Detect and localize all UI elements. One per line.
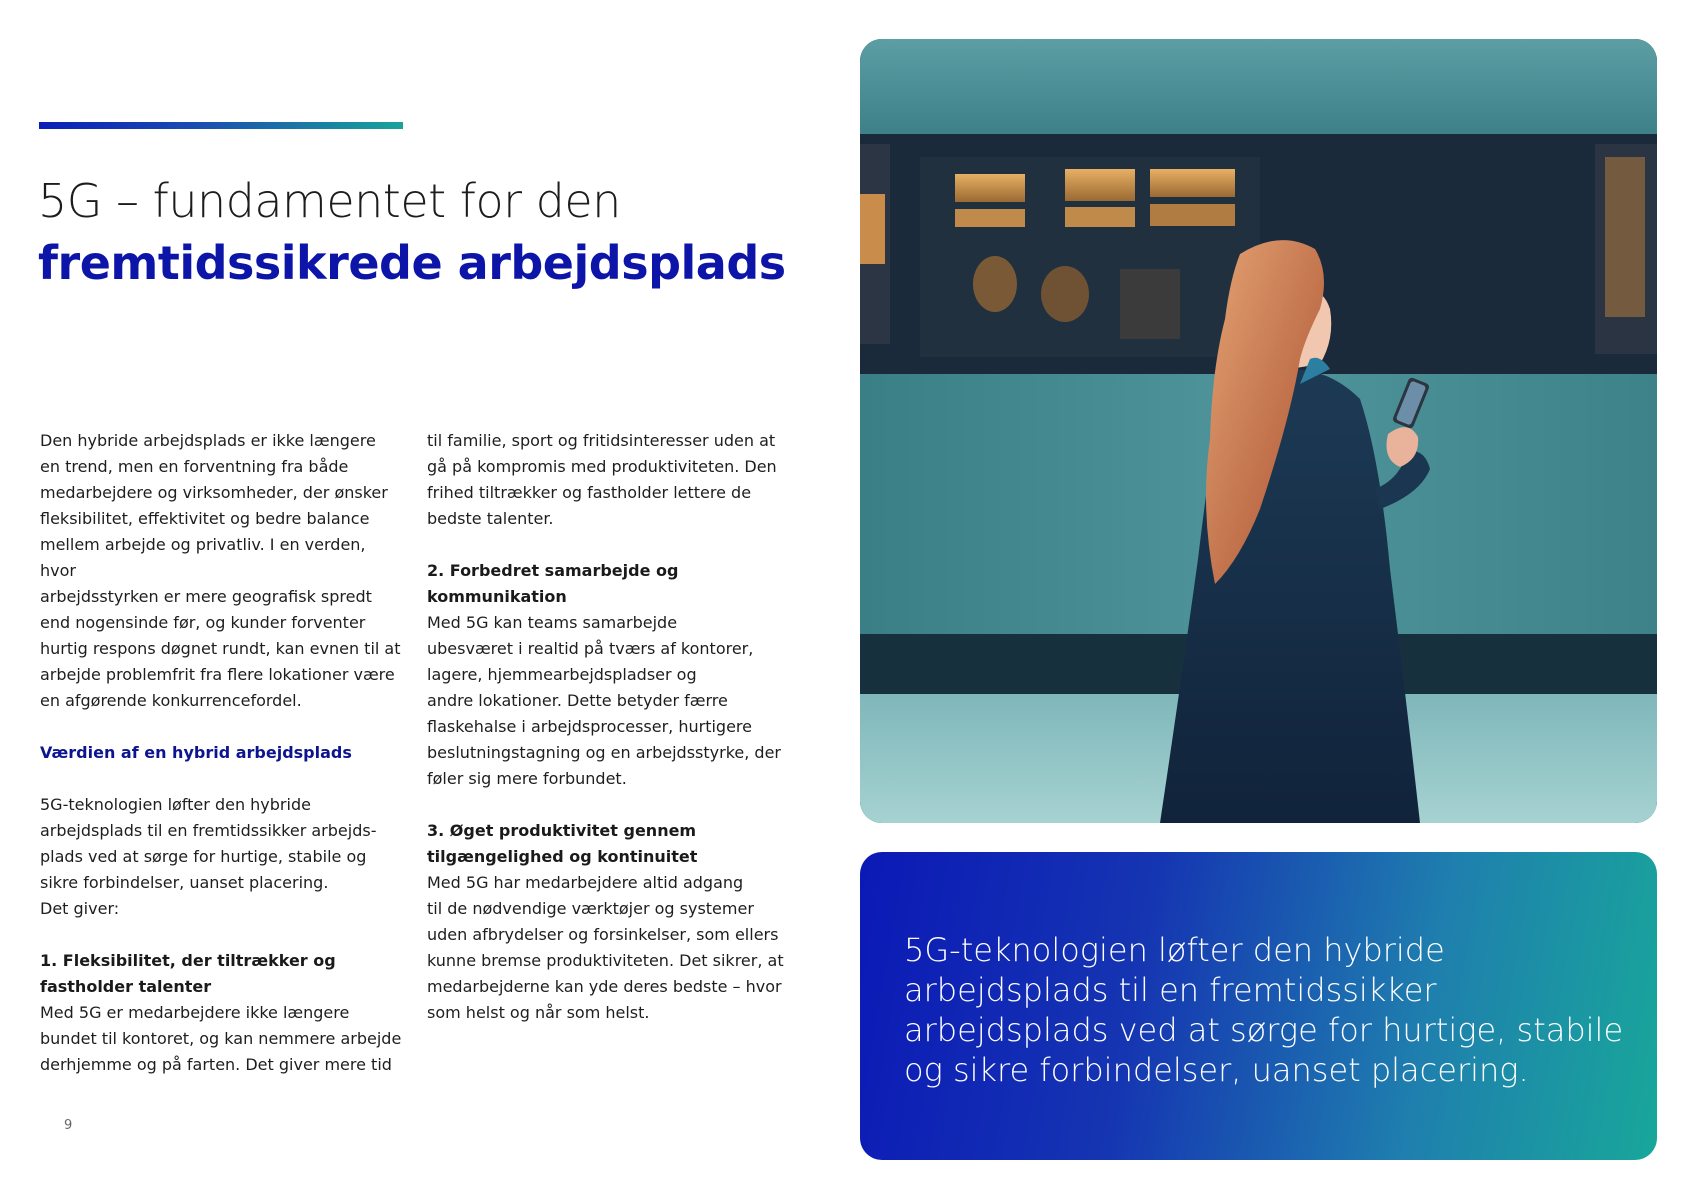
point3-heading — [427, 818, 797, 870]
text-line: mellem arbejde og privatliv. I en verden, hvor — [40, 535, 366, 580]
page-title-line1: 5G – fundamentet for den — [38, 174, 621, 228]
text-line: sikre forbindelser, uanset placering. — [40, 873, 329, 892]
text-line: lagere, hjemmearbejdspladser og — [427, 665, 697, 684]
text-line: end nogensinde før, og kunder forventer — [40, 613, 366, 632]
text-line: arbejde problemfrit fra flere lokationer være — [40, 665, 395, 684]
section-paragraph — [40, 792, 405, 922]
text-line: en trend, men en forventning fra både — [40, 457, 349, 476]
text-column-right — [427, 428, 797, 1026]
text-line: medarbejdere og virksomheder, der ønsker — [40, 483, 388, 502]
page-title-line2: fremtidssikrede arbejdsplads — [38, 236, 786, 290]
text-line: til de nødvendige værktøjer og systemer — [427, 899, 754, 918]
subheading-line: 1. Fleksibilitet, der tiltrækker og — [40, 951, 336, 970]
section-heading: Værdien af en hybrid arbejdsplads — [40, 743, 352, 762]
text-line: flaskehalse i arbejdsprocesser, hurtigere — [427, 717, 752, 736]
text-column-left — [40, 428, 405, 1078]
text-line: som helst og når som helst. — [427, 1003, 650, 1022]
text-line: ubesværet i realtid på tværs af kontorer, — [427, 639, 754, 658]
page-title — [38, 170, 798, 294]
point1-paragraph-continued — [427, 428, 797, 532]
photo-illustration — [860, 39, 1657, 823]
text-line: Med 5G har medarbejdere altid adgang — [427, 873, 744, 892]
intro-paragraph — [40, 428, 405, 714]
text-line: uden afbrydelser og forsinkelser, som ellers — [427, 925, 779, 944]
point1-heading — [40, 948, 405, 1000]
point2-paragraph — [427, 610, 797, 792]
text-line: til familie, sport og fritidsinteresser uden at — [427, 431, 776, 450]
text-line: bedste talenter. — [427, 509, 554, 528]
text-line: 5G-teknologien løfter den hybride — [40, 795, 311, 814]
text-line: Det giver: — [40, 899, 120, 918]
subheading-line: 2. Forbedret samarbejde og — [427, 561, 679, 580]
subheading-line: fastholder talenter — [40, 977, 212, 996]
text-line: derhjemme og på farten. Det giver mere tid — [40, 1055, 392, 1074]
text-line: arbejdsstyrken er mere geografisk spredt — [40, 587, 372, 606]
page-number: 9 — [64, 1118, 73, 1133]
text-line: Med 5G er medarbejdere ikke længere — [40, 1003, 350, 1022]
subheading-line: kommunikation — [427, 587, 567, 606]
subheading-line: 3. Øget produktivitet gennem — [427, 821, 697, 840]
text-line: arbejdsplads til en fremtidssikker arbejds- — [40, 821, 377, 840]
quote-text: 5G-teknologien løfter den hybride arbejdsplads til en fremtidssikker arbejdsplads ved at sørge for hurtige, stabile og sikre forbindelser, uanset placering. — [904, 931, 1624, 1089]
text-line: kunne bremse produktiviteten. Det sikrer, at — [427, 951, 784, 970]
text-line: medarbejderne kan yde deres bedste – hvor — [427, 977, 782, 996]
text-line: føler sig mere forbundet. — [427, 769, 627, 788]
text-line: gå på kompromis med produktiviteten. Den — [427, 457, 777, 476]
text-line: plads ved at sørge for hurtige, stabile og — [40, 847, 367, 866]
text-line: andre lokationer. Dette betyder færre — [427, 691, 728, 710]
text-line: hurtig respons døgnet rundt, kan evnen til at — [40, 639, 401, 658]
quote-card — [860, 852, 1657, 1160]
hero-photo — [860, 39, 1657, 823]
text-line: Den hybride arbejdsplads er ikke længere — [40, 431, 376, 450]
text-line: en afgørende konkurrencefordel. — [40, 691, 302, 710]
accent-rule — [39, 122, 403, 129]
text-line: bundet til kontoret, og kan nemmere arbejde — [40, 1029, 402, 1048]
point1-paragraph — [40, 1000, 405, 1078]
point2-heading — [427, 558, 797, 610]
point3-paragraph — [427, 870, 797, 1026]
text-line: beslutningstagning og en arbejdsstyrke, der — [427, 743, 781, 762]
text-line: fleksibilitet, effektivitet og bedre balance — [40, 509, 370, 528]
text-line: frihed tiltrækker og fastholder lettere de — [427, 483, 752, 502]
text-line: Med 5G kan teams samarbejde — [427, 613, 678, 632]
subheading-line: tilgængelighed og kontinuitet — [427, 847, 698, 866]
